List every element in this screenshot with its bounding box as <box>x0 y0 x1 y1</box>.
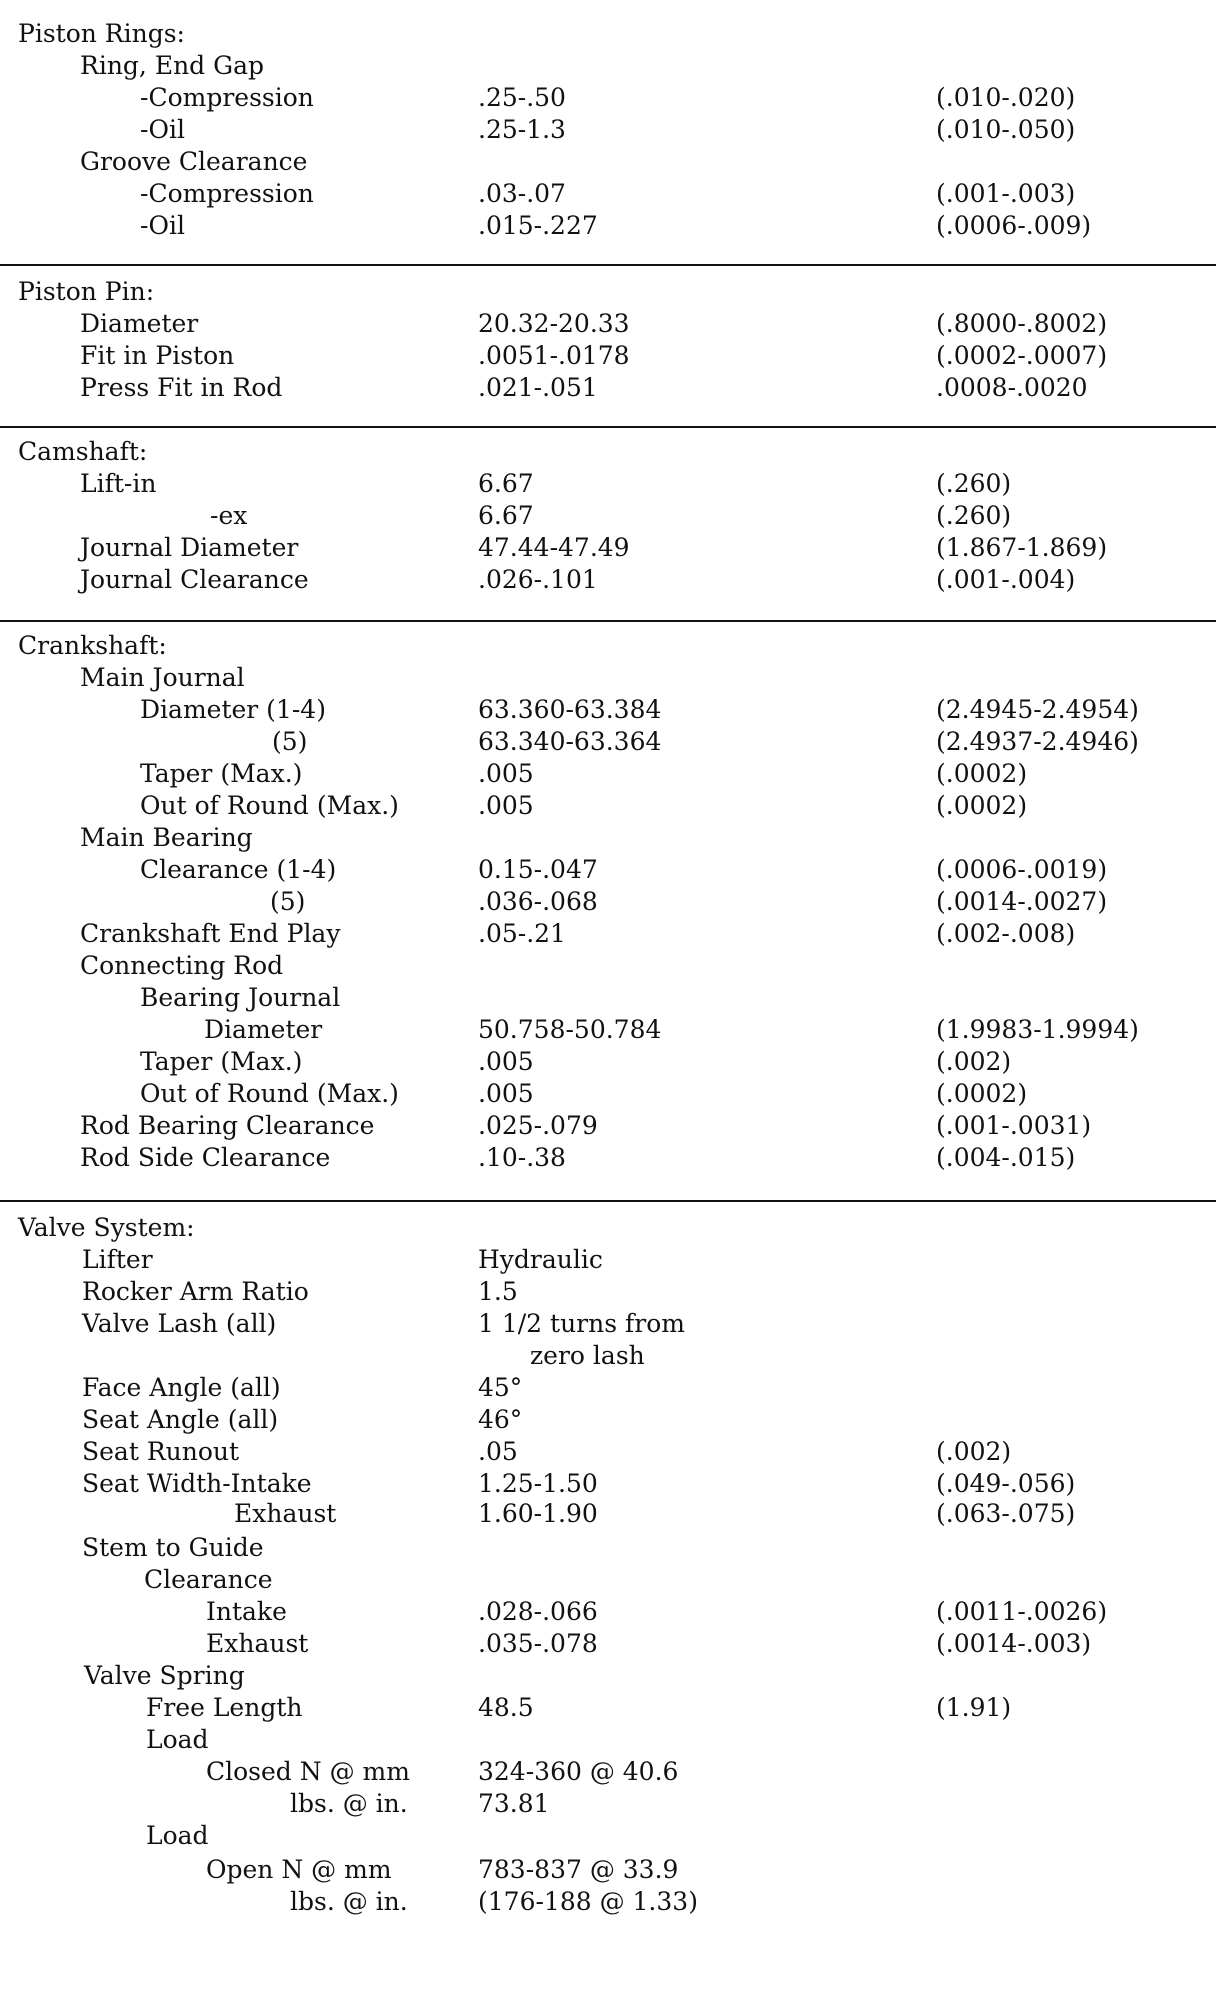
imperial-value: (.260) <box>936 469 1012 498</box>
imperial-value: (.063-.075) <box>936 1499 1076 1528</box>
spec-label: Closed N @ mm <box>206 1757 410 1786</box>
metric-value: .028-.066 <box>478 1597 598 1626</box>
spec-label: Main Bearing <box>80 823 253 852</box>
imperial-value: (.0002) <box>936 791 1028 820</box>
spec-row <box>0 468 1216 500</box>
metric-value: .10-.38 <box>478 1143 566 1172</box>
spec-row <box>0 50 1216 82</box>
spec-row <box>0 1660 1216 1692</box>
spec-label: Seat Runout <box>82 1437 240 1466</box>
spec-label: (5) <box>270 887 306 916</box>
imperial-value: (.001-.004) <box>936 565 1076 594</box>
metric-value: 20.32-20.33 <box>478 309 630 338</box>
section-divider <box>0 426 1216 428</box>
spec-label: (5) <box>272 727 308 756</box>
imperial-value: (2.4937-2.4946) <box>936 727 1139 756</box>
spec-row <box>0 340 1216 372</box>
spec-row <box>0 1276 1216 1308</box>
metric-value: .005 <box>478 791 534 820</box>
metric-value: (176-188 @ 1.33) <box>478 1887 698 1916</box>
spec-row <box>0 886 1216 918</box>
spec-label: Valve Spring <box>84 1661 245 1690</box>
spec-row <box>0 1498 1216 1530</box>
metric-value: .005 <box>478 1047 534 1076</box>
imperial-value: (.0006-.0019) <box>936 855 1108 884</box>
metric-value: .036-.068 <box>478 887 598 916</box>
metric-value: 0.15-.047 <box>478 855 598 884</box>
spec-row <box>0 372 1216 404</box>
spec-label: Out of Round (Max.) <box>140 791 399 820</box>
metric-value: 1.25-1.50 <box>478 1469 598 1498</box>
section-title: Piston Pin: <box>18 277 155 306</box>
metric-value: .25-.50 <box>478 83 566 112</box>
imperial-value: (.0014-.0027) <box>936 887 1108 916</box>
imperial-value: (.010-.050) <box>936 115 1076 144</box>
imperial-value: (.0006-.009) <box>936 211 1092 240</box>
spec-row <box>0 1724 1216 1756</box>
spec-label: Lift-in <box>80 469 157 498</box>
metric-value: 45° <box>478 1373 523 1402</box>
spec-label: -Compression <box>140 179 314 208</box>
spec-label: Out of Round (Max.) <box>140 1079 399 1108</box>
section-divider <box>0 1200 1216 1202</box>
imperial-value: .0008-.0020 <box>936 373 1088 402</box>
spec-label: Journal Diameter <box>80 533 299 562</box>
spec-row <box>0 1014 1216 1046</box>
spec-row <box>0 82 1216 114</box>
spec-row <box>0 1788 1216 1820</box>
spec-row <box>0 726 1216 758</box>
spec-row <box>0 790 1216 822</box>
section-divider <box>0 264 1216 266</box>
imperial-value: (1.91) <box>936 1693 1012 1722</box>
spec-label: Journal Clearance <box>80 565 309 594</box>
section-heading <box>0 1212 1216 1244</box>
spec-label: Press Fit in Rod <box>80 373 283 402</box>
spec-label: -Compression <box>140 83 314 112</box>
spec-row <box>0 854 1216 886</box>
spec-label: Main Journal <box>80 663 245 692</box>
spec-label: Rod Side Clearance <box>80 1143 331 1172</box>
spec-row <box>0 758 1216 790</box>
spec-label: Load <box>146 1821 209 1850</box>
metric-value: 48.5 <box>478 1693 534 1722</box>
imperial-value: (.001-.003) <box>936 179 1076 208</box>
section-title: Valve System: <box>18 1213 195 1242</box>
metric-value: .025-.079 <box>478 1111 598 1140</box>
imperial-value: (.0011-.0026) <box>936 1597 1108 1626</box>
spec-row <box>0 178 1216 210</box>
metric-value: .005 <box>478 759 534 788</box>
spec-label: Intake <box>206 1597 287 1626</box>
spec-row <box>0 1372 1216 1404</box>
spec-label: Open N @ mm <box>206 1855 392 1884</box>
metric-value: Hydraulic <box>478 1245 603 1274</box>
spec-row <box>0 1564 1216 1596</box>
spec-row <box>0 308 1216 340</box>
spec-row <box>0 1756 1216 1788</box>
imperial-value: (.0002) <box>936 759 1028 788</box>
spec-label: -Oil <box>140 211 185 240</box>
imperial-value: (.260) <box>936 501 1012 530</box>
imperial-value: (.049-.056) <box>936 1469 1076 1498</box>
imperial-value: (.010-.020) <box>936 83 1076 112</box>
spec-row <box>0 1854 1216 1886</box>
spec-label: Load <box>146 1725 209 1754</box>
imperial-value: (.0014-.003) <box>936 1629 1092 1658</box>
imperial-value: (.002) <box>936 1437 1012 1466</box>
spec-label: Diameter <box>204 1015 323 1044</box>
spec-label: Stem to Guide <box>82 1533 264 1562</box>
spec-row <box>0 1340 1216 1372</box>
spec-row <box>0 1820 1216 1852</box>
section-title: Camshaft: <box>18 437 148 466</box>
metric-value: .021-.051 <box>478 373 598 402</box>
spec-label: -ex <box>210 501 248 530</box>
spec-row <box>0 1628 1216 1660</box>
spec-label: lbs. @ in. <box>290 1789 408 1818</box>
metric-value: 46° <box>478 1405 523 1434</box>
imperial-value: (1.867-1.869) <box>936 533 1108 562</box>
spec-row <box>0 918 1216 950</box>
metric-value: .0051-.0178 <box>478 341 630 370</box>
spec-row <box>0 1436 1216 1468</box>
spec-label: Groove Clearance <box>80 147 308 176</box>
imperial-value: (.8000-.8002) <box>936 309 1108 338</box>
spec-row <box>0 1110 1216 1142</box>
spec-row <box>0 1244 1216 1276</box>
metric-value: .05-.21 <box>478 919 566 948</box>
spec-label: Diameter <box>80 309 199 338</box>
spec-label: Connecting Rod <box>80 951 284 980</box>
metric-value: .026-.101 <box>478 565 598 594</box>
metric-value: 1.5 <box>478 1277 518 1306</box>
spec-label: Clearance <box>144 1565 273 1594</box>
metric-value: 50.758-50.784 <box>478 1015 662 1044</box>
section-heading <box>0 436 1216 468</box>
spec-label: Ring, End Gap <box>80 51 264 80</box>
metric-value: 47.44-47.49 <box>478 533 630 562</box>
spec-label: Fit in Piston <box>80 341 235 370</box>
spec-row <box>0 564 1216 596</box>
imperial-value: (.0002) <box>936 1079 1028 1108</box>
imperial-value: (.002-.008) <box>936 919 1076 948</box>
spec-row <box>0 500 1216 532</box>
metric-value: 6.67 <box>478 469 534 498</box>
spec-row <box>0 982 1216 1014</box>
spec-row <box>0 1404 1216 1436</box>
imperial-value: (.001-.0031) <box>936 1111 1092 1140</box>
spec-row <box>0 1046 1216 1078</box>
metric-value: 324-360 @ 40.6 <box>478 1757 679 1786</box>
spec-label: Rod Bearing Clearance <box>80 1111 375 1140</box>
spec-row <box>0 1886 1216 1918</box>
metric-value: 1 1/2 turns from <box>478 1309 685 1338</box>
spec-row <box>0 1468 1216 1500</box>
spec-row <box>0 210 1216 242</box>
section-heading <box>0 276 1216 308</box>
metric-value: .03-.07 <box>478 179 566 208</box>
metric-value: 783-837 @ 33.9 <box>478 1855 679 1884</box>
spec-label: lbs. @ in. <box>290 1887 408 1916</box>
spec-row <box>0 822 1216 854</box>
section-title: Piston Rings: <box>18 19 185 48</box>
spec-label: Seat Angle (all) <box>82 1405 279 1434</box>
section-title: Crankshaft: <box>18 631 167 660</box>
metric-value: .25-1.3 <box>478 115 566 144</box>
metric-value: 63.340-63.364 <box>478 727 662 756</box>
spec-row <box>0 146 1216 178</box>
metric-value: .035-.078 <box>478 1629 598 1658</box>
spec-label: Taper (Max.) <box>140 1047 303 1076</box>
spec-label: Diameter (1-4) <box>140 695 326 724</box>
imperial-value: (2.4945-2.4954) <box>936 695 1139 724</box>
spec-label: Taper (Max.) <box>140 759 303 788</box>
spec-label: Valve Lash (all) <box>82 1309 277 1338</box>
spec-row <box>0 1596 1216 1628</box>
spec-label: Bearing Journal <box>140 983 341 1012</box>
spec-label: Exhaust <box>234 1499 337 1528</box>
spec-row <box>0 1308 1216 1340</box>
spec-label: Exhaust <box>206 1629 309 1658</box>
spec-row <box>0 1142 1216 1174</box>
metric-value: .05 <box>478 1437 518 1466</box>
spec-label: Face Angle (all) <box>82 1373 281 1402</box>
spec-label: Clearance (1-4) <box>140 855 337 884</box>
spec-row <box>0 1078 1216 1110</box>
section-divider <box>0 620 1216 622</box>
metric-value: 6.67 <box>478 501 534 530</box>
imperial-value: (.004-.015) <box>936 1143 1076 1172</box>
metric-value: 73.81 <box>478 1789 550 1818</box>
imperial-value: (1.9983-1.9994) <box>936 1015 1139 1044</box>
spec-label: Rocker Arm Ratio <box>82 1277 309 1306</box>
spec-row <box>0 1692 1216 1724</box>
metric-value: zero lash <box>530 1341 645 1370</box>
spec-row <box>0 532 1216 564</box>
spec-row <box>0 662 1216 694</box>
section-heading <box>0 630 1216 662</box>
spec-row <box>0 694 1216 726</box>
spec-label: Free Length <box>146 1693 303 1722</box>
metric-value: .015-.227 <box>478 211 598 240</box>
spec-row <box>0 950 1216 982</box>
spec-label: -Oil <box>140 115 185 144</box>
metric-value: 1.60-1.90 <box>478 1499 598 1528</box>
spec-label: Crankshaft End Play <box>80 919 341 948</box>
spec-row <box>0 1532 1216 1564</box>
section-heading <box>0 18 1216 50</box>
spec-row <box>0 114 1216 146</box>
spec-label: Lifter <box>82 1245 153 1274</box>
metric-value: 63.360-63.384 <box>478 695 662 724</box>
imperial-value: (.002) <box>936 1047 1012 1076</box>
metric-value: .005 <box>478 1079 534 1108</box>
spec-label: Seat Width-Intake <box>82 1469 312 1498</box>
imperial-value: (.0002-.0007) <box>936 341 1108 370</box>
